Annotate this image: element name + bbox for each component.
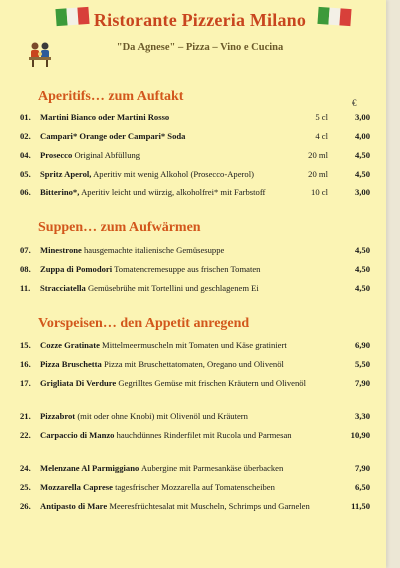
menu-item-description: Mozzarella Caprese tagesfrischer Mozzarella auf Tomatenscheiben (40, 482, 275, 492)
menu-item-name: Melenzane Al Parmiggiano (40, 463, 140, 473)
menu-item-number: 16. (20, 359, 31, 369)
section-title: Aperitifs… zum Auftakt (38, 89, 184, 104)
menu-item-name: Martini Bianco oder Martini Rosso (40, 112, 170, 122)
menu-item (0, 110, 386, 124)
menu-item-price: 11,50 (351, 501, 370, 511)
menu-item-description: Carpaccio di Manzo hauchdünnes Rinderfilet mit Rucola und Parmesan (40, 430, 292, 440)
menu-item (0, 461, 386, 475)
menu-item-number: 06. (20, 187, 31, 197)
menu-item (0, 167, 386, 181)
menu-item-name: Mozzarella Caprese (40, 482, 113, 492)
menu-item-name: Stracciatella (40, 283, 86, 293)
menu-item-price: 7,90 (354, 378, 370, 388)
menu-item (0, 129, 386, 143)
menu-item-number: 22. (20, 430, 31, 440)
menu-item-price: 5,50 (354, 359, 370, 369)
menu-item-number: 02. (20, 131, 31, 141)
menu-item-price: 4,00 (354, 131, 370, 141)
menu-item-number: 05. (20, 169, 31, 179)
menu-item-description: Pizza Bruschetta Pizza mit Bruschettatomaten, Oregano und Olivenöl (40, 359, 284, 369)
menu-item (0, 499, 386, 513)
menu-item-price: 10,90 (350, 430, 370, 440)
menu-item-description: Melenzane Al Parmiggiano Aubergine mit Parmesankäse überbacken (40, 463, 284, 473)
menu-item-number: 24. (20, 463, 31, 473)
restaurant-title: Ristorante Pizzeria Milano (93, 10, 307, 30)
menu-item-name: Cozze Gratinate (40, 340, 100, 350)
menu-item-number: 26. (20, 501, 31, 511)
menu-item (0, 281, 386, 295)
menu-item-description: Minestrone hausgemachte italienische Gemüsesuppe (40, 245, 225, 255)
menu-item-name: Spritz Aperol, (40, 169, 92, 179)
menu-item-number: 21. (20, 411, 31, 421)
menu-item-quantity: 10 cl (311, 187, 328, 197)
menu-item-description: Antipasto di Mare Meeresfrüchtesalat mit Muscheln, Schrimps und Garnelen (40, 501, 310, 511)
menu-item-price: 6,50 (354, 482, 370, 492)
menu-item (0, 243, 386, 257)
menu-item-number: 11. (20, 283, 31, 293)
currency-label: € (352, 98, 357, 108)
menu-item (0, 148, 386, 162)
menu-item-name: Pizza Bruschetta (40, 359, 102, 369)
menu-item-name: Prosecco (40, 150, 73, 160)
menu-item-price: 4,50 (354, 245, 370, 255)
menu-item (0, 338, 386, 352)
restaurant-subtitle: "Da Agnese" – Pizza – Vino e Cucina (116, 42, 284, 53)
menu-item (0, 262, 386, 276)
menu-item-price: 3,00 (354, 187, 370, 197)
menu-item-name: Grigliata Di Verdure (40, 378, 117, 388)
menu-item (0, 185, 386, 199)
menu-item-description: Stracciatella Gemüsebrühe mit Tortellini und geschlagenem Ei (40, 283, 259, 293)
menu-item-description: Spritz Aperol, Aperitiv mit wenig Alkohol (Prosecco-Aperol) (40, 169, 254, 179)
menu-item (0, 480, 386, 494)
menu-item-quantity: 20 ml (308, 150, 328, 160)
menu-item-description (40, 129, 185, 143)
menu-item-description: Bitterino*, Aperitiv leicht und würzig, alkoholfrei* mit Farbstoff (40, 187, 266, 197)
menu-item-name: Zuppa di Pomodori (40, 264, 113, 274)
menu-item-price: 6,90 (354, 340, 370, 350)
menu-item-quantity: 4 cl (315, 131, 328, 141)
menu-item (0, 428, 386, 442)
menu-item-price: 3,30 (354, 411, 370, 421)
menu-item-name: Pizzabrot (40, 411, 76, 421)
menu-item-number: 01. (20, 112, 31, 122)
menu-item (0, 376, 386, 390)
menu-item (0, 357, 386, 371)
menu-item-description (40, 110, 169, 124)
menu-item (0, 409, 386, 423)
menu-item-name: Carpaccio di Manzo (40, 430, 115, 440)
menu-item-quantity: 20 ml (308, 169, 328, 179)
menu-item-name: Bitterino*, (40, 187, 80, 197)
menu-item-description: Zuppa di Pomodori Tomatencremesuppe aus frischen Tomaten (40, 264, 261, 274)
menu-item-price: 4,50 (354, 264, 370, 274)
menu-item-number: 17. (20, 378, 31, 388)
menu-item-price: 3,00 (354, 112, 370, 122)
menu-item-price: 4,50 (354, 283, 370, 293)
menu-item-description: Grigliata Di Verdure Gegrilltes Gemüse mit frischen Kräutern und Olivenöl (40, 378, 306, 388)
menu-item-description: Pizzabrot (mit oder ohne Knobi) mit Olivenöl und Kräutern (40, 411, 248, 421)
menu-item-quantity: 5 cl (315, 112, 328, 122)
menu-item-name: Minestrone (40, 245, 82, 255)
section-title: Suppen… zum Aufwärmen (38, 220, 201, 235)
menu-item-number: 08. (20, 264, 31, 274)
menu-item-number: 15. (20, 340, 31, 350)
menu-item-number: 04. (20, 150, 31, 160)
menu-item-price: 4,50 (354, 150, 370, 160)
menu-item-price: 4,50 (354, 169, 370, 179)
menu-item-description: Prosecco Original Abfüllung (40, 150, 141, 160)
menu-item-number: 25. (20, 482, 31, 492)
menu-item-price: 7,90 (354, 463, 370, 473)
menu-item-description: Cozze Gratinate Mittelmeermuscheln mit Tomaten und Käse gratiniert (40, 340, 287, 350)
menu-item-number: 07. (20, 245, 31, 255)
section-title: Vorspeisen… den Appetit anregend (38, 316, 250, 331)
menu-item-name: Antipasto di Mare (40, 501, 108, 511)
menu-item-name: Campari* Orange oder Campari* Soda (40, 131, 186, 141)
